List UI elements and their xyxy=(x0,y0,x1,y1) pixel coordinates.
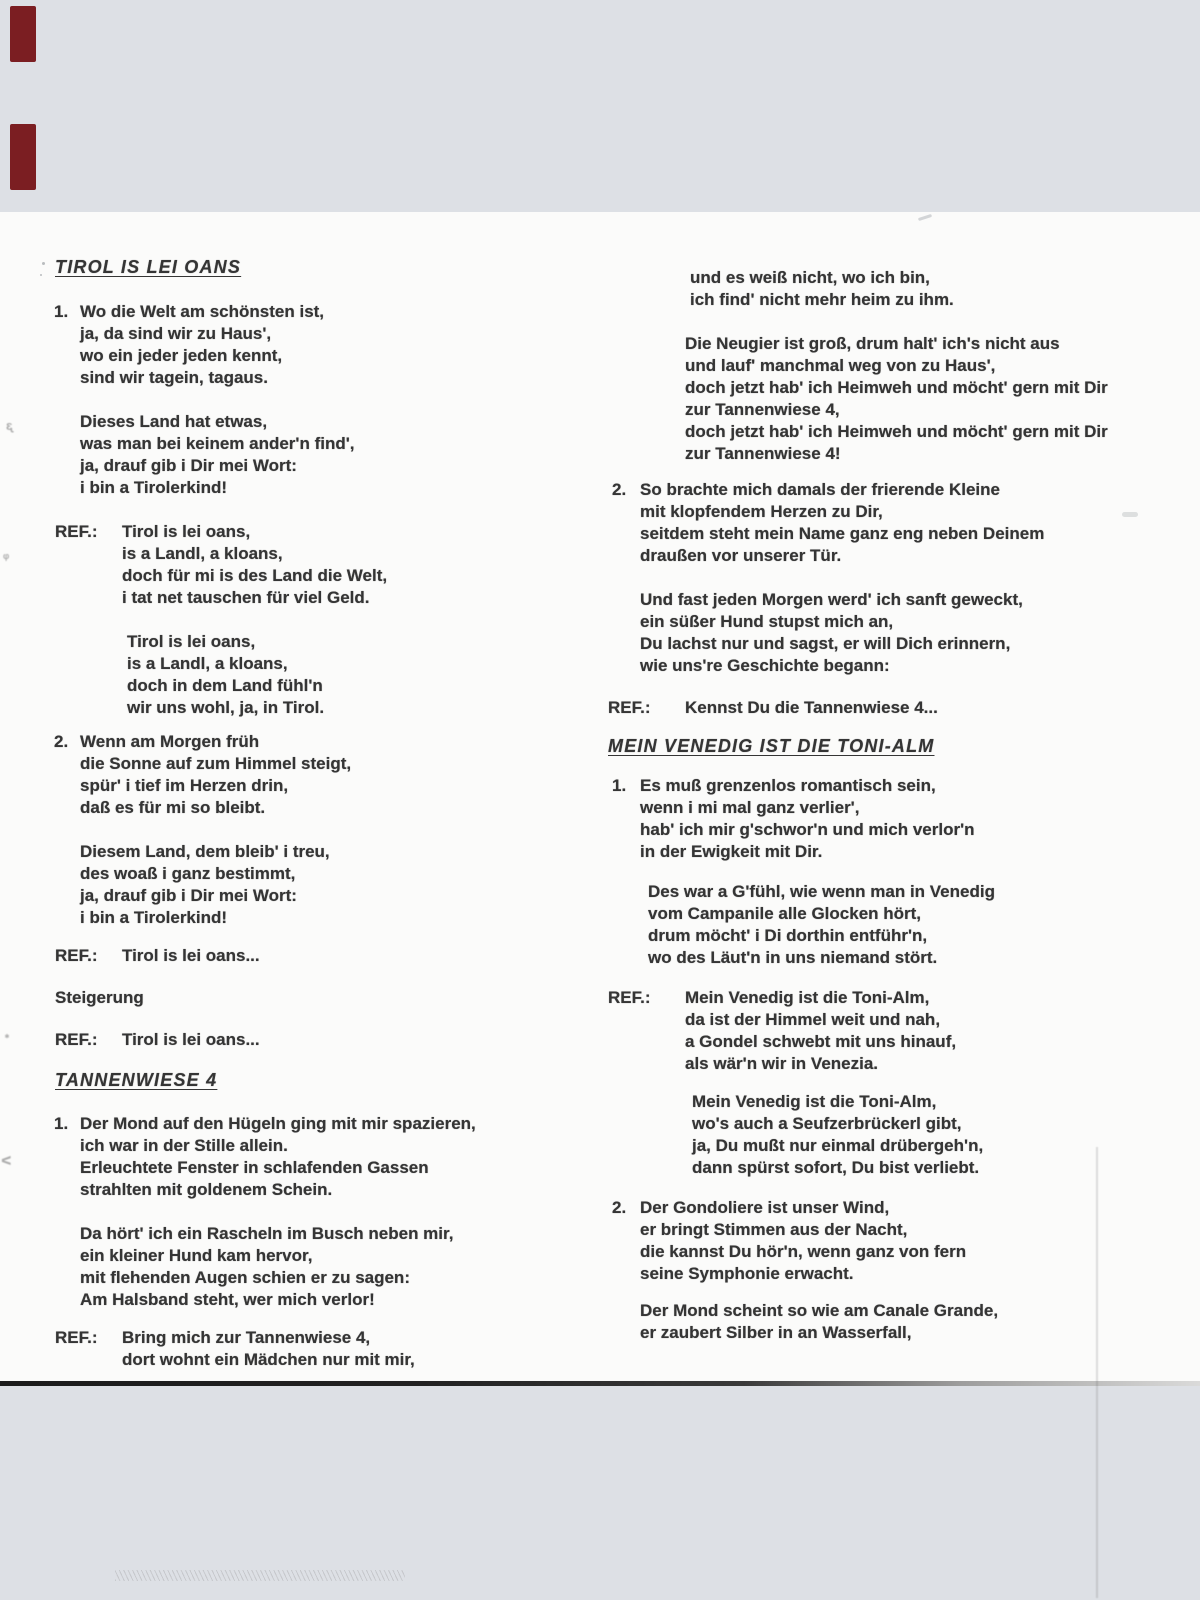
verse-number: 1. xyxy=(54,302,69,321)
lyric-line: ein süßer Hund stupst mich an, xyxy=(640,612,894,631)
lyric-line: ja, drauf gib i Dir mei Wort: xyxy=(80,456,297,475)
lyric-line: Kennst Du die Tannenwiese 4... xyxy=(685,698,938,717)
lyric-line: Mein Venedig ist die Toni-Alm, xyxy=(692,1092,937,1111)
refrain-label: REF.: xyxy=(55,1328,98,1347)
scan-margin-mark: ᵠ xyxy=(3,550,10,565)
lyric-line: mit flehenden Augen schien er zu sagen: xyxy=(80,1268,410,1287)
lyric-line: die kannst Du hör'n, wenn ganz von fern xyxy=(640,1242,967,1261)
lyric-line: dann spürst sofort, Du bist verliebt. xyxy=(692,1158,980,1177)
refrain-block xyxy=(55,521,388,609)
refrain-block xyxy=(127,631,324,719)
verse-number: 2. xyxy=(612,1198,627,1217)
red-binder-mark xyxy=(10,6,36,62)
song-title: MEIN VENEDIG IST DIE TONI-ALM xyxy=(608,736,935,756)
lyric-line: Der Gondoliere ist unser Wind, xyxy=(640,1198,890,1217)
verse-block xyxy=(54,1113,476,1201)
page-paper xyxy=(0,212,1200,1386)
song-title: TIROL IS LEI OANS xyxy=(55,257,242,277)
lyric-line: Bring mich zur Tannenwiese 4, xyxy=(122,1328,371,1347)
verse-block xyxy=(54,301,325,389)
lyric-line: wie uns're Geschichte begann: xyxy=(640,656,890,675)
song-title: TANNENWIESE 4 xyxy=(55,1070,218,1090)
scan-margin-mark: ﹡ xyxy=(1,1030,14,1044)
refrain-block xyxy=(608,697,938,719)
lyric-line: ein kleiner Hund kam hervor, xyxy=(80,1246,313,1265)
lyric-line: ja, da sind wir zu Haus', xyxy=(80,324,272,343)
lyric-line: Der Mond auf den Hügeln ging mit mir spazieren, xyxy=(80,1114,476,1133)
lyric-line: zur Tannenwiese 4! xyxy=(685,444,841,463)
scan-margin-mark: ᶓ xyxy=(6,418,13,433)
page-crease xyxy=(1096,1147,1098,1598)
lyric-line: strahlten mit goldenem Schein. xyxy=(80,1180,333,1199)
lyric-line: Des war a G'fühl, wie wenn man in Venedig xyxy=(648,882,995,901)
lyric-line: er zaubert Silber in an Wasserfall, xyxy=(640,1323,912,1342)
refrain-continuation-block xyxy=(690,267,954,311)
red-binder-mark xyxy=(10,124,36,190)
refrain-block xyxy=(55,1327,415,1371)
scan-speck xyxy=(1122,512,1138,517)
verse-block xyxy=(80,1223,453,1311)
verse-block xyxy=(54,731,352,819)
lyric-line: wo's auch a Seufzerbrückerl gibt, xyxy=(692,1114,962,1133)
lyric-line: doch für mi is des Land die Welt, xyxy=(122,566,388,585)
lyric-line: doch in dem Land fühl'n xyxy=(127,676,323,695)
lyric-line: die Sonne auf zum Himmel steigt, xyxy=(80,754,352,773)
lyric-line: Steigerung xyxy=(55,988,144,1007)
lyric-line: doch jetzt hab' ich Heimweh und möcht' gern mit Dir xyxy=(685,422,1108,441)
lyric-line: seine Symphonie erwacht. xyxy=(640,1264,854,1283)
verse-block xyxy=(640,589,1023,677)
lyric-line: Mein Venedig ist die Toni-Alm, xyxy=(685,988,930,1007)
lyric-line: a Gondel schwebt mit uns hinauf, xyxy=(685,1032,957,1051)
page-bottom-edge-shadow xyxy=(0,1381,1200,1386)
lyric-line: Dieses Land hat etwas, xyxy=(80,412,268,431)
lyric-line: Erleuchtete Fenster in schlafenden Gassen xyxy=(80,1158,429,1177)
lyric-line: wenn i mi mal ganz verlier', xyxy=(640,798,860,817)
refrain-label: REF.: xyxy=(608,988,651,1007)
lyric-line: Diesem Land, dem bleib' i treu, xyxy=(80,842,330,861)
refrain-block xyxy=(55,945,260,967)
lyric-line: Da hört' ich ein Rascheln im Busch neben mir, xyxy=(80,1224,454,1243)
lyric-line: i bin a Tirolerkind! xyxy=(80,908,228,927)
verse-block xyxy=(80,841,330,929)
lyric-line: spür' i tief im Herzen drin, xyxy=(80,776,289,795)
scan-speck xyxy=(42,262,45,265)
lyric-line: Tirol is lei oans, xyxy=(122,522,251,541)
verse-block xyxy=(612,1197,967,1285)
verse-number: 1. xyxy=(612,776,627,795)
verse-number: 2. xyxy=(612,480,627,499)
refrain-block xyxy=(55,1029,260,1051)
lyric-line: da ist der Himmel weit und nah, xyxy=(685,1010,941,1029)
verse-block xyxy=(640,1300,998,1344)
lyric-line: er bringt Stimmen aus der Nacht, xyxy=(640,1220,908,1239)
lyric-line: Es muß grenzenlos romantisch sein, xyxy=(640,776,936,795)
lyric-line: seitdem steht mein Name ganz eng neben Deinem xyxy=(640,524,1045,543)
scan-margin-mark: ᐸ xyxy=(1,1154,12,1168)
refrain-label: REF.: xyxy=(608,698,651,717)
lyric-line: hab' ich mir g'schwor'n und mich verlor'n xyxy=(640,820,975,839)
performance-note xyxy=(55,987,144,1009)
lyric-line: wo ein jeder jeden kennt, xyxy=(80,346,283,365)
lyric-line: in der Ewigkeit mit Dir. xyxy=(640,842,823,861)
refrain-label: REF.: xyxy=(55,1030,98,1049)
lyric-line: vom Campanile alle Glocken hört, xyxy=(648,904,922,923)
refrain-block xyxy=(608,987,957,1075)
verse-block xyxy=(80,411,355,499)
lyric-line: Du lachst nur und sagst, er will Dich erinnern, xyxy=(640,634,1011,653)
lyric-line: draußen vor unserer Tür. xyxy=(640,546,842,565)
scan-speck xyxy=(918,214,932,221)
refrain-label: REF.: xyxy=(55,946,98,965)
lyric-line: Der Mond scheint so wie am Canale Grande, xyxy=(640,1301,999,1320)
lyric-line: wir uns wohl, ja, in Tirol. xyxy=(127,698,325,717)
lyric-line: zur Tannenwiese 4, xyxy=(685,400,840,419)
lyric-line: i bin a Tirolerkind! xyxy=(80,478,228,497)
lyric-line: ich war in der Stille allein. xyxy=(80,1136,288,1155)
lyric-line: Tirol is lei oans... xyxy=(122,1030,260,1049)
refrain-block xyxy=(692,1091,983,1179)
scan-speck xyxy=(40,274,42,276)
lyric-line: dort wohnt ein Mädchen nur mit mir, xyxy=(122,1350,415,1369)
verse-block xyxy=(612,775,975,863)
lyric-line: und es weiß nicht, wo ich bin, xyxy=(690,268,930,287)
lyric-line: des woaß i ganz bestimmt, xyxy=(80,864,296,883)
lyric-line: Tirol is lei oans, xyxy=(127,632,256,651)
lyric-line: drum möcht' i Di dorthin entführ'n, xyxy=(648,926,928,945)
verse-number: 1. xyxy=(54,1114,69,1133)
lyric-line: is a Landl, a kloans, xyxy=(122,544,283,563)
lyric-line: Wenn am Morgen früh xyxy=(80,732,260,751)
lyric-line: Die Neugier ist groß, drum halt' ich's nicht aus xyxy=(685,334,1060,353)
lyric-line: ja, drauf gib i Dir mei Wort: xyxy=(80,886,297,905)
lyric-line: und lauf' manchmal weg von zu Haus', xyxy=(685,356,996,375)
lyric-line: is a Landl, a kloans, xyxy=(127,654,288,673)
scan-hatch-artifact xyxy=(115,1570,405,1581)
lyric-line: daß es für mi so bleibt. xyxy=(80,798,266,817)
lyric-line: i tat net tauschen für viel Geld. xyxy=(122,588,370,607)
lyric-line: So brachte mich damals der frierende Kleine xyxy=(640,480,1000,499)
verse-block xyxy=(612,479,1045,567)
lyric-line: wo des Läut'n in uns niemand stört. xyxy=(648,948,938,967)
lyric-line: doch jetzt hab' ich Heimweh und möcht' gern mit Dir xyxy=(685,378,1108,397)
verse-block xyxy=(648,881,995,969)
lyric-line: was man bei keinem ander'n find', xyxy=(80,434,355,453)
lyric-line: ja, Du mußt nur einmal drübergeh'n, xyxy=(692,1136,984,1155)
lyric-line: Am Halsband steht, wer mich verlor! xyxy=(80,1290,375,1309)
lyric-line: ich find' nicht mehr heim zu ihm. xyxy=(690,290,954,309)
lyric-line: sind wir tagein, tagaus. xyxy=(80,368,268,387)
lyric-line: Und fast jeden Morgen werd' ich sanft geweckt, xyxy=(640,590,1023,609)
lyric-line: Tirol is lei oans... xyxy=(122,946,260,965)
lyric-line: mit klopfendem Herzen zu Dir, xyxy=(640,502,883,521)
lyric-line: als wär'n wir in Venezia. xyxy=(685,1054,879,1073)
verse-number: 2. xyxy=(54,732,69,751)
lyric-line: Wo die Welt am schönsten ist, xyxy=(80,302,325,321)
refrain-label: REF.: xyxy=(55,522,98,541)
refrain-continuation-block xyxy=(685,333,1108,465)
